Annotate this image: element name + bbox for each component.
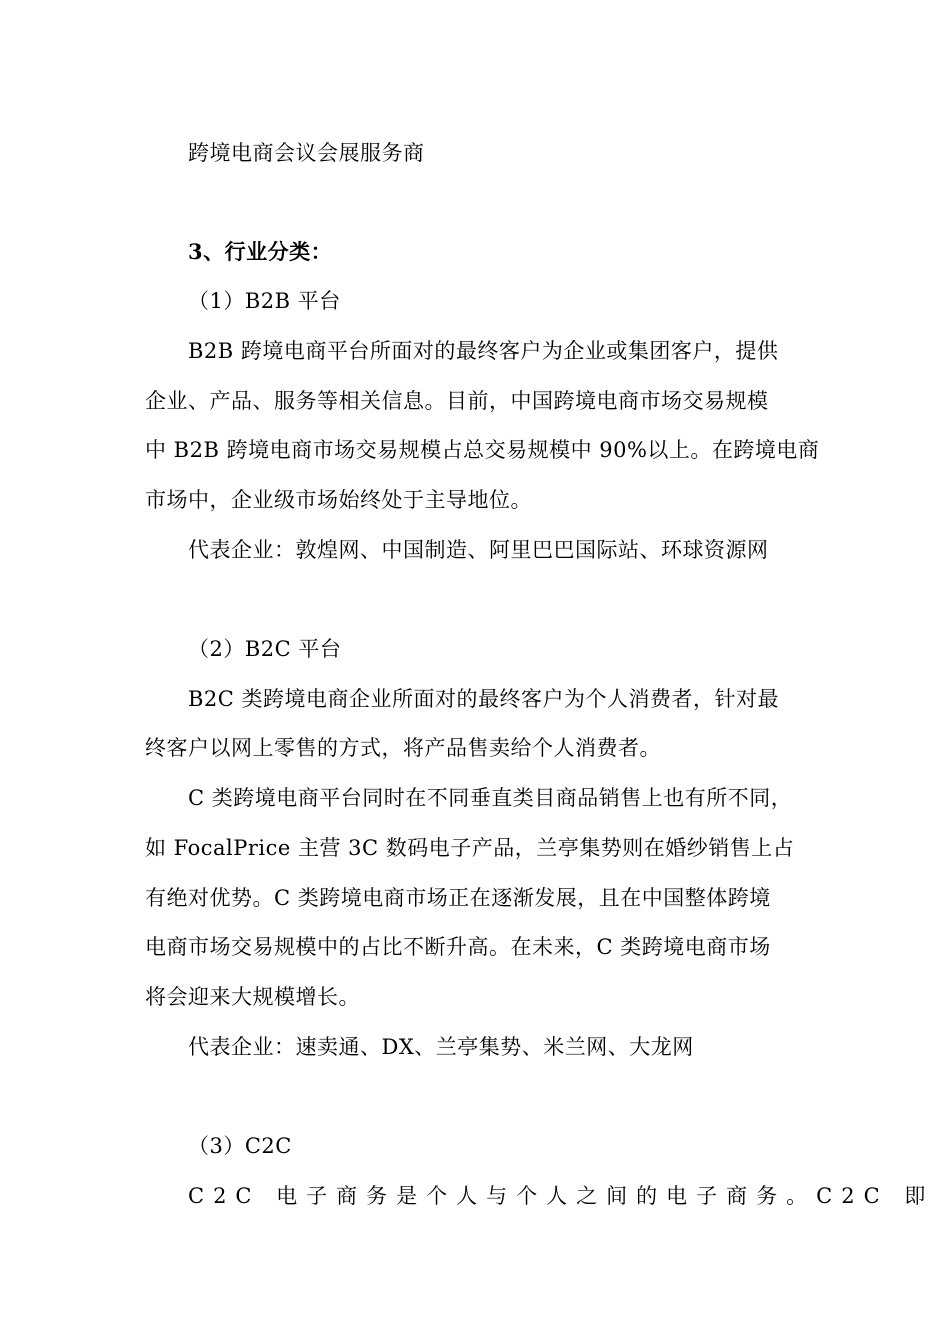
section-heading-industry-classification: 3、行业分类： xyxy=(188,239,333,264)
c-class-paragraph-line-4: 电商市场交易规模中的占比不断升高。在未来，C 类跨境电商市场 xyxy=(145,935,771,959)
b2b-paragraph-line-4: 市场中，企业级市场始终处于主导地位。 xyxy=(145,488,532,512)
subheading-b2b-platform: （1）B2B 平台 xyxy=(188,289,341,313)
c-class-paragraph-line-1: C 类跨境电商平台同时在不同垂直类目商品销售上也有所不同， xyxy=(188,786,793,810)
b2b-paragraph-line-3: 中 B2B 跨境电商市场交易规模占总交易规模中 90%以上。在跨境电商 xyxy=(145,438,820,462)
b2b-paragraph-line-2: 企业、产品、服务等相关信息。目前，中国跨境电商市场交易规模 xyxy=(145,389,769,413)
b2b-paragraph-line-1: B2B 跨境电商平台所面对的最终客户为企业或集团客户，提供 xyxy=(188,339,779,363)
c-class-paragraph-line-5: 将会迎来大规模增长。 xyxy=(145,985,360,1009)
subheading-b2c-platform: （2）B2C 平台 xyxy=(188,637,342,661)
c2c-paragraph-line-1: C2C 电子商务是个人与个人之间的电子商务。C2C 即 xyxy=(188,1184,935,1208)
b2c-representative-companies: 代表企业：速卖通、DX、兰亭集势、米兰网、大龙网 xyxy=(188,1035,694,1059)
c-class-paragraph-line-2: 如 FocalPrice 主营 3C 数码电子产品，兰亭集势则在婚纱销售上占 xyxy=(145,836,795,860)
service-provider-line: 跨境电商会议会展服务商 xyxy=(188,141,425,165)
b2c-paragraph-line-1: B2C 类跨境电商企业所面对的最终客户为个人消费者，针对最 xyxy=(188,687,780,711)
b2b-representative-companies: 代表企业：敦煌网、中国制造、阿里巴巴国际站、环球资源网 xyxy=(188,538,769,562)
b2c-paragraph-line-2: 终客户以网上零售的方式，将产品售卖给个人消费者。 xyxy=(145,736,661,760)
subheading-c2c: （3）C2C xyxy=(188,1134,292,1158)
c-class-paragraph-line-3: 有绝对优势。C 类跨境电商市场正在逐渐发展，且在中国整体跨境 xyxy=(145,886,771,910)
